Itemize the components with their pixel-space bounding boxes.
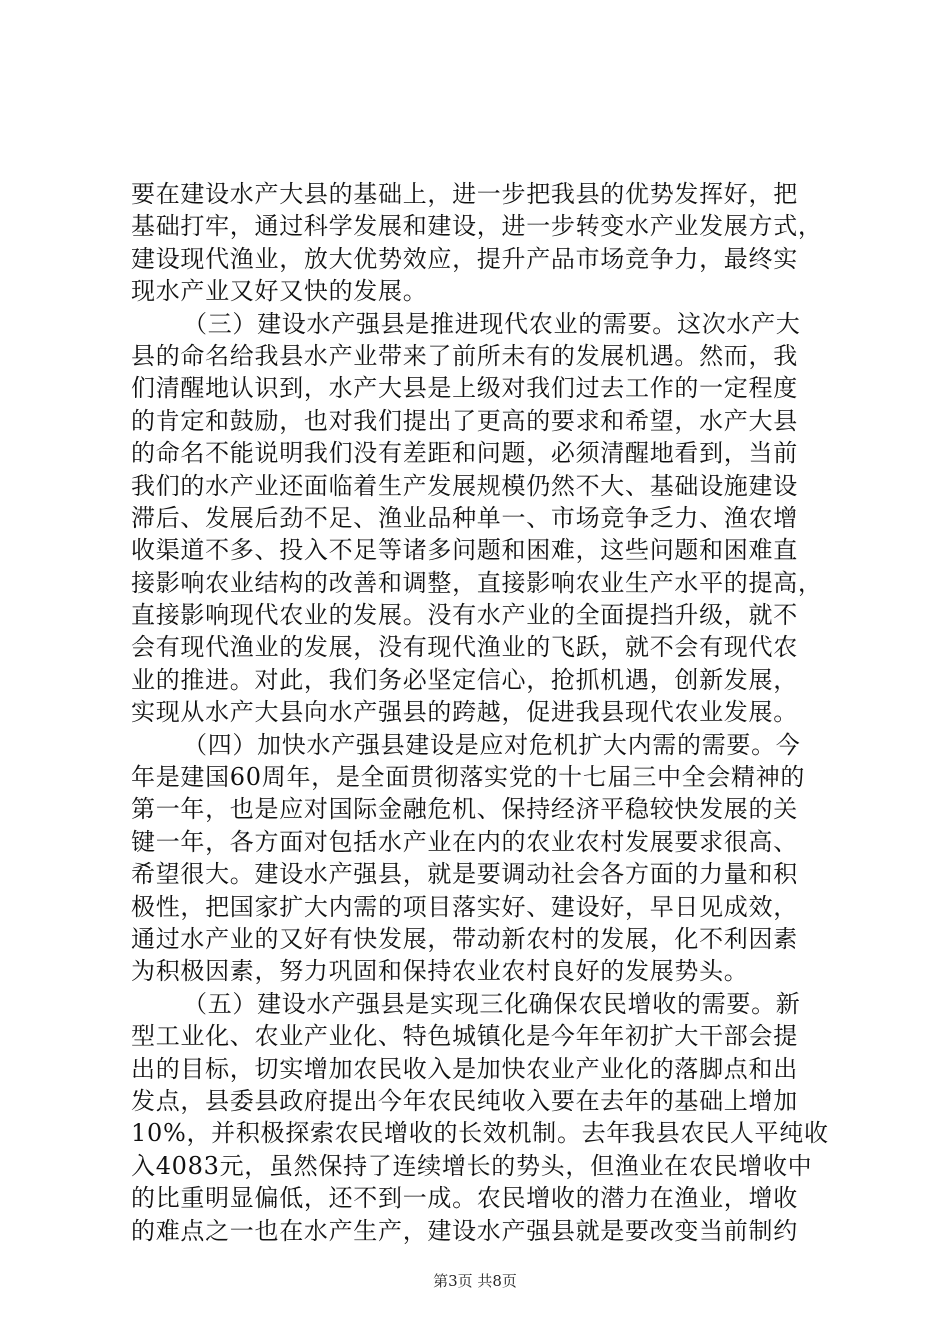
text-line: 收渠道不多、投入不足等诸多问题和困难，这些问题和困难直: [131, 536, 798, 565]
paragraph-start-4: （四）加快水产强县建设是应对危机扩大内需的需要。今: [183, 730, 801, 759]
text-line: 的比重明显偏低，还不到一成。农民增收的潜力在渔业，增收: [131, 1184, 798, 1213]
text-line: 接影响农业结构的改善和调整，直接影响农业生产水平的提高，: [131, 568, 823, 597]
text-line: 实现从水产大县向水产强县的跨越，促进我县现代农业发展。: [131, 698, 798, 727]
text-line: 的命名不能说明我们没有差距和问题，必须清醒地看到，当前: [131, 439, 798, 468]
text-line: 们清醒地认识到，水产大县是上级对我们过去工作的一定程度: [131, 374, 798, 403]
text-line: 基础打牢，通过科学发展和建设，进一步转变水产业发展方式，: [131, 212, 823, 241]
paragraph-start-5: （五）建设水产强县是实现三化确保农民增收的需要。新: [183, 989, 801, 1018]
text-line: 10%，并积极探索农民增收的长效机制。去年我县农民人平纯收: [131, 1119, 829, 1148]
text-line: 通过水产业的又好有快发展，带动新农村的发展，化不利因素: [131, 924, 798, 953]
page-number-label: 第3页 共8页: [433, 1272, 517, 1290]
text-line: 现水产业又好又快的发展。: [131, 277, 428, 306]
paragraph-start-3: （三）建设水产强县是推进现代农业的需要。这次水产大: [183, 309, 801, 338]
text-line: 的肯定和鼓励，也对我们提出了更高的要求和希望，水产大县: [131, 406, 798, 435]
page-footer: [0, 1271, 950, 1291]
text-line: 出的目标，切实增加农民收入是加快农业产业化的落脚点和出: [131, 1054, 798, 1083]
text-line: 的难点之一也在水产生产，建设水产强县就是要改变当前制约: [131, 1216, 798, 1245]
text-line: 希望很大。建设水产强县，就是要调动社会各方面的力量和积: [131, 860, 798, 889]
text-line: 为积极因素，努力巩固和保持农业农村良好的发展势头。: [131, 957, 749, 986]
text-line: 入4083元，虽然保持了连续增长的势头，但渔业在农民增收中: [131, 1151, 813, 1180]
text-line: 要在建设水产大县的基础上，进一步把我县的优势发挥好，把: [131, 180, 798, 208]
text-line: 建设现代渔业，放大优势效应，提升产品市场竞争力，最终实: [131, 244, 798, 273]
text-line: 业的推进。对此，我们务必坚定信心，抢抓机遇，创新发展，: [131, 665, 798, 694]
text-line: 发点，县委县政府提出今年农民纯收入要在去年的基础上增加: [131, 1086, 798, 1115]
body-text: [131, 178, 831, 1247]
text-line: 型工业化、农业产业化、特色城镇化是今年年初扩大干部会提: [131, 1022, 798, 1051]
text-line: 键一年，各方面对包括水产业在内的农业农村发展要求很高、: [131, 827, 798, 856]
text-line: 第一年，也是应对国际金融危机、保持经济平稳较快发展的关: [131, 795, 798, 824]
text-line: 会有现代渔业的发展，没有现代渔业的飞跃，就不会有现代农: [131, 633, 798, 662]
text-line: 年是建国60周年，是全面贯彻落实党的十七届三中全会精神的: [131, 763, 806, 792]
text-line: 我们的水产业还面临着生产发展规模仍然不大、基础设施建设: [131, 471, 798, 500]
text-line: 县的命名给我县水产业带来了前所未有的发展机遇。然而，我: [131, 341, 798, 370]
text-line: 极性，把国家扩大内需的项目落实好、建设好，早日见成效，: [131, 892, 798, 921]
text-line: 滞后、发展后劲不足、渔业品种单一、市场竞争乏力、渔农增: [131, 503, 798, 532]
text-line: 直接影响现代农业的发展。没有水产业的全面提挡升级，就不: [131, 601, 798, 630]
